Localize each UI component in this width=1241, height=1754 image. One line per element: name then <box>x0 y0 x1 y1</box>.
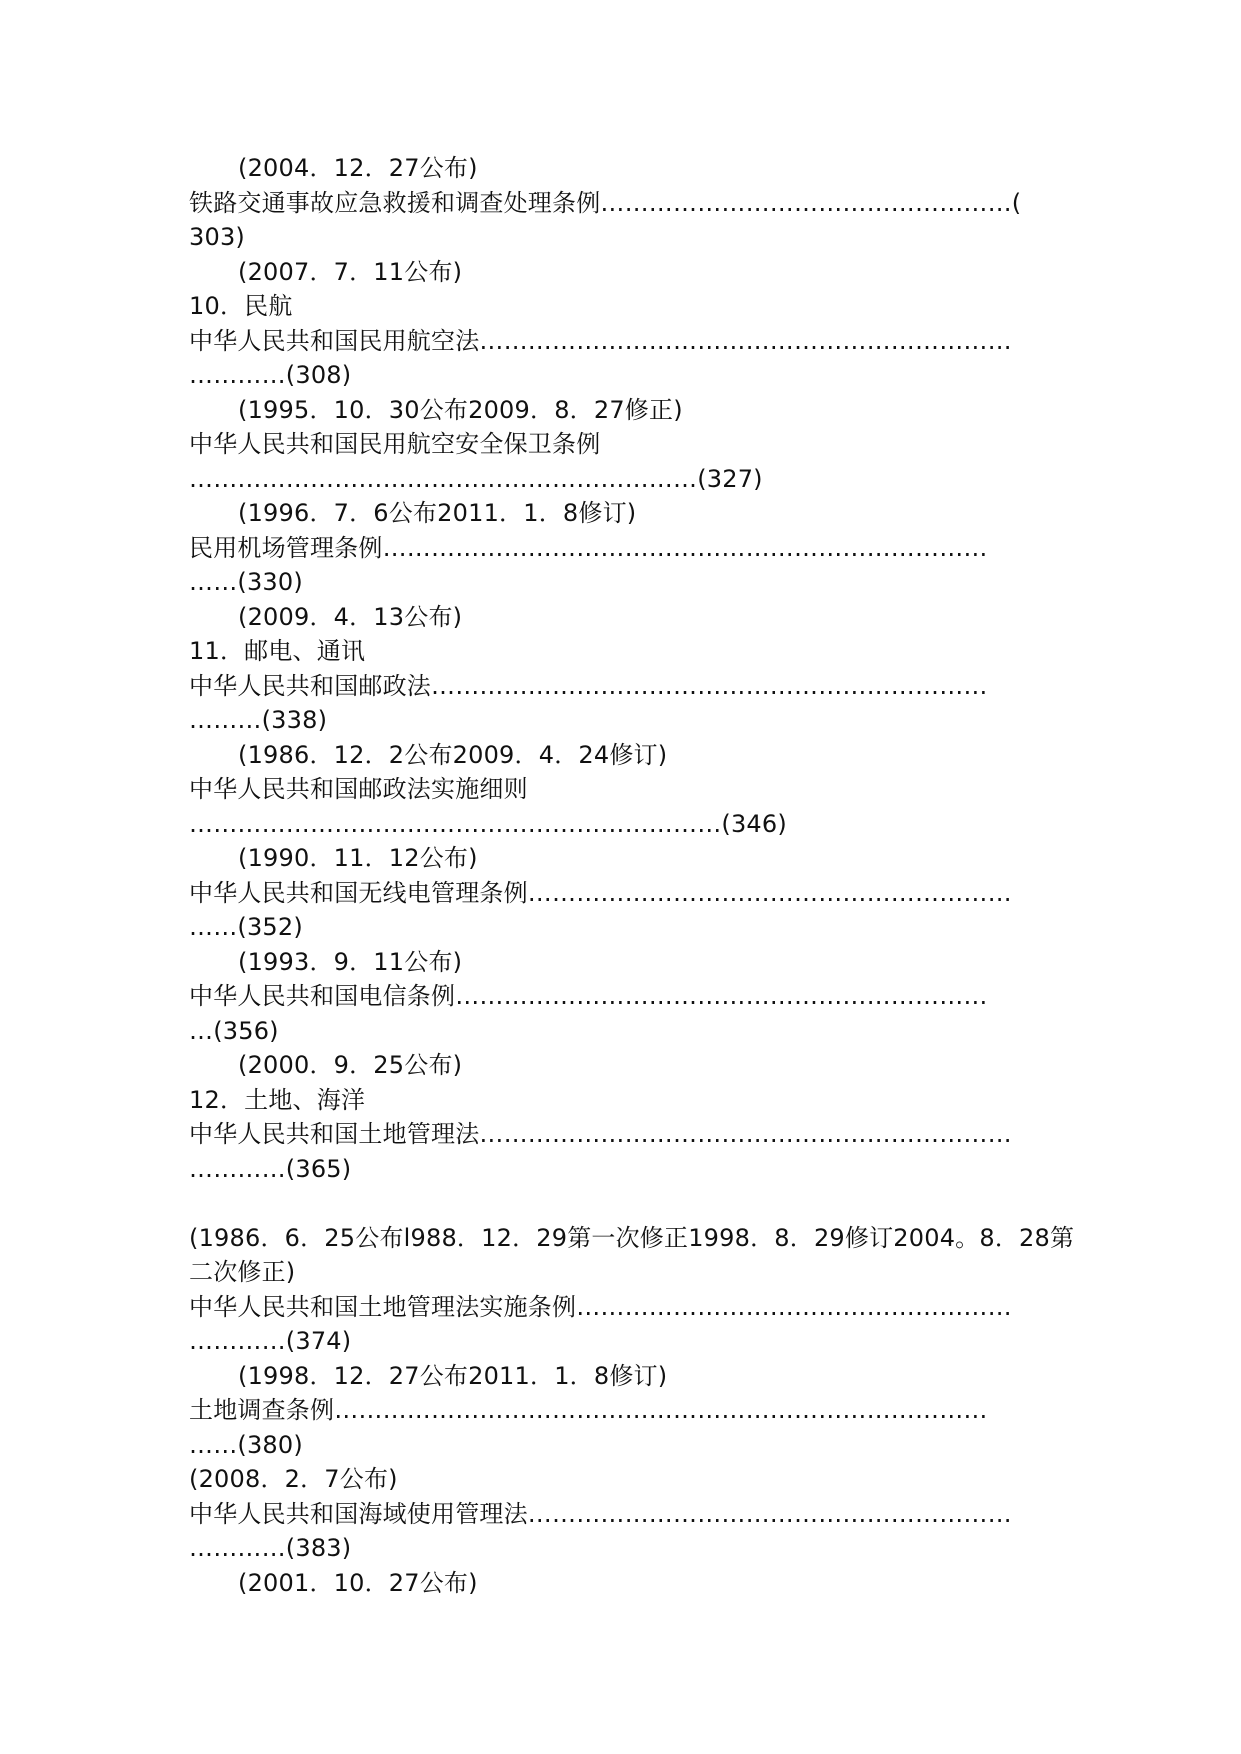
toc-line: (1996．7．6公布2011．1．8修订) <box>238 499 637 527</box>
toc-line: (2001．10．27公布) <box>238 1568 478 1597</box>
toc-line: …………(365) <box>189 1154 352 1183</box>
toc-line: ……(352) <box>189 913 303 941</box>
toc-line: (1998．12．27公布2011．1．8修订) <box>238 1361 668 1390</box>
toc-line: ………(338) <box>189 706 328 734</box>
toc-line: 11．邮电、通讯 <box>189 637 366 665</box>
toc-line: (1986．6．25公布l988．12．29第一次修正1998．8．29修订2004。8．28第 <box>189 1223 1075 1252</box>
toc-line: (1995．10．30公布2009．8．27修正) <box>238 395 683 424</box>
toc-line: …(356) <box>189 1016 279 1045</box>
toc-line: (2004．12．27公布) <box>238 154 478 182</box>
toc-text-block <box>189 151 1075 1600</box>
blank-line <box>189 1186 1049 1221</box>
toc-line: (2000．9．25公布) <box>238 1051 463 1079</box>
toc-line: 303) <box>189 223 245 251</box>
toc-line: …………(374) <box>189 1327 352 1355</box>
toc-line: 二次修正) <box>189 1258 296 1286</box>
toc-line: ……(330) <box>189 568 303 596</box>
toc-line: ……(380) <box>189 1430 303 1459</box>
toc-line: 12．土地、海洋 <box>189 1085 366 1114</box>
toc-line: 中华人民共和国电信条例………………………………………………………… <box>189 982 988 1010</box>
toc-line: 中华人民共和国邮政法实施细则 <box>189 775 528 803</box>
toc-line: 中华人民共和国民用航空安全保卫条例 <box>189 430 601 458</box>
toc-line: 铁路交通事故应急救援和调查处理条例……………………………………………( <box>189 188 1022 217</box>
toc-line: 民用机场管理条例………………………………………………………………… <box>189 533 988 562</box>
toc-line: …………………………………………………………(346) <box>189 809 787 838</box>
toc-line: (2008．2．7公布) <box>189 1465 398 1493</box>
toc-line: 中华人民共和国无线电管理条例…………………………………………………… <box>189 878 1012 907</box>
toc-line: 中华人民共和国土地管理法………………………………………………………… <box>189 1120 1012 1148</box>
toc-line: 中华人民共和国海域使用管理法…………………………………………………… <box>189 1499 1012 1528</box>
toc-line: 中华人民共和国民用航空法………………………………………………………… <box>189 326 1012 355</box>
toc-line: 中华人民共和国邮政法…………………………………………………………… <box>189 671 988 700</box>
toc-line: (2009．4．13公布) <box>238 602 463 631</box>
toc-line: (2007．7．11公布) <box>238 257 463 286</box>
toc-line: …………(383) <box>189 1534 352 1562</box>
toc-line: 中华人民共和国土地管理法实施条例……………………………………………… <box>189 1292 1012 1321</box>
toc-line: ………………………………………………………(327) <box>189 464 763 493</box>
toc-line: 10．民航 <box>189 292 293 320</box>
toc-line: (1986．12．2公布2009．4．24修订) <box>238 740 668 769</box>
toc-line: 土地调查条例……………………………………………………………………… <box>189 1396 988 1424</box>
toc-line: …………(308) <box>189 361 352 389</box>
toc-line: (1990．11．12公布) <box>238 844 478 872</box>
toc-line: (1993．9．11公布) <box>238 947 463 976</box>
